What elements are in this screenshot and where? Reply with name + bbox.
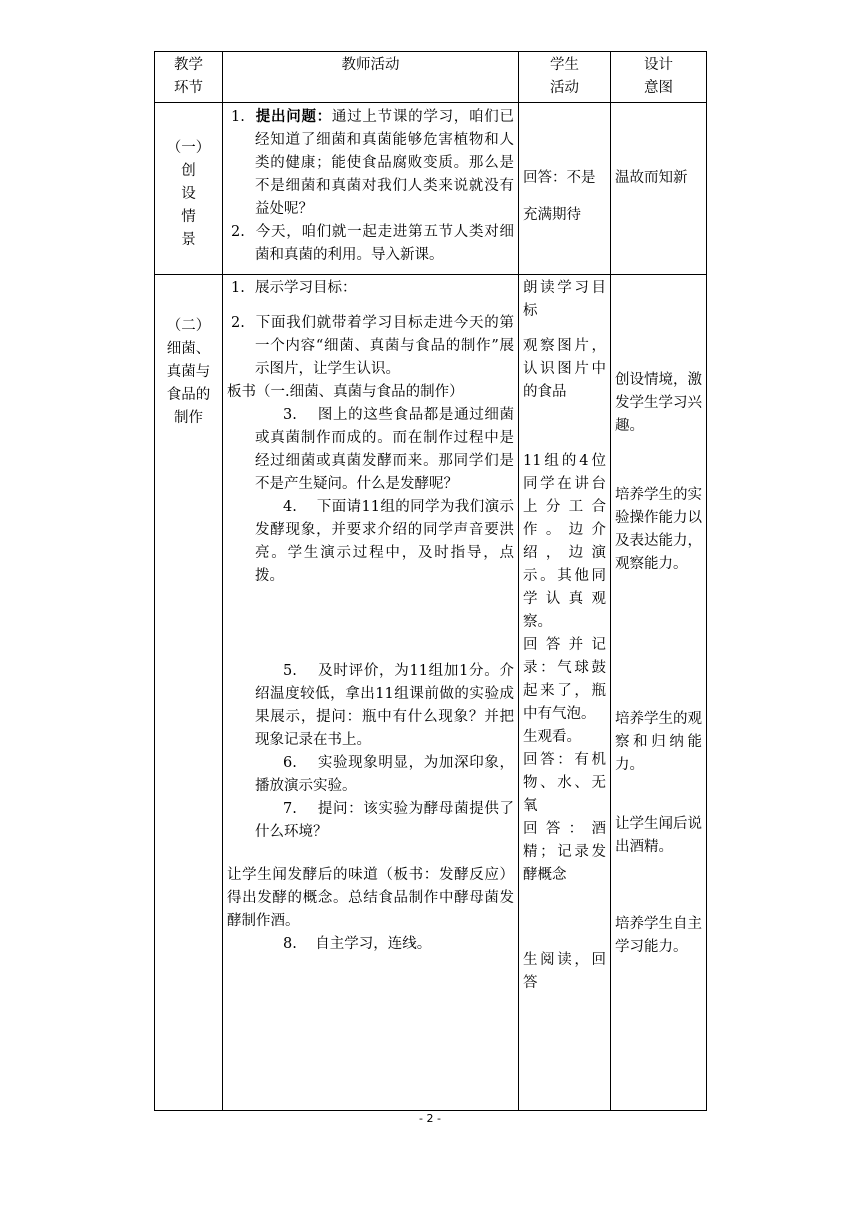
teacher-item: 2. 今天，咱们就一起走进第五节人类对细菌和真菌的利用。导入新课。 [231, 224, 514, 263]
student-activity-cell [519, 275, 611, 1111]
teacher-item: 2. 下面我们就带着学习目标走进今天的第一个内容“细菌、真菌与食品的制作”展示图片，让学生认识。 [231, 315, 514, 377]
intent-text: 让学生闻后说出酒精。 [615, 816, 702, 855]
teacher-item: 5. 及时评价，为11组加1分。介绍温度较低，拿出11组课前做的实验成果展示，提问：瓶中有什么现象？并把现象记录在书上。 [255, 663, 514, 748]
student-answer: 回答：不是 [523, 170, 596, 186]
design-intent-cell [611, 103, 707, 275]
lesson-plan-table [154, 51, 707, 1111]
intent-text: 培养学生的实验操作能力以及表达能力，观察能力。 [615, 487, 702, 572]
teacher-activity-cell [223, 103, 519, 275]
intent-text: 培养学生自主学习能力。 [615, 916, 702, 955]
teacher-item: 1. 提出问题：通过上节课的学习，咱们已经知道了细菌和真菌能够危害植物和人类的健康；能使食品腐败变质。那么是不是细菌和真菌对我们人类来说就没有益处呢？ [231, 108, 515, 217]
teacher-item: 1. 展示学习目标： [231, 280, 357, 296]
table-row [155, 275, 707, 1111]
teacher-item: 6. 实验现象明显，为加深印象，播放演示实验。 [255, 755, 514, 794]
student-activity: 回答：有机物、水、无氧 [523, 752, 606, 814]
board-writing: 板书（一.细菌、真菌与食品的制作） [227, 384, 464, 400]
teacher-item: 4. 下面请11组的同学为我们演示发酵现象，并要求介绍的同学声音要洪亮。学生演示过程中，及时指导，点拨。 [255, 499, 514, 584]
intent-text: 培养学生的观察和归纳能力。 [615, 711, 702, 773]
teacher-activity-cell [223, 275, 519, 1111]
intent-text: 温故而知新 [615, 170, 688, 186]
teacher-summary: 让学生闻发酵后的味道（板书：发酵反应）得出发酵的概念。总结食品制作中酵母菌发酵制作酒。 [227, 867, 514, 929]
student-activity: 回答并记录：气球鼓起来了，瓶中有气泡。 [523, 637, 606, 722]
teacher-item: 3. 图上的这些食品都是通过细菌或真菌制作而成的。而在制作过程中是经过细菌或真菌发酵而来。那同学们是不是产生疑问。什么是发酵呢？ [255, 407, 514, 492]
page-number: - 2 - [419, 1112, 441, 1125]
student-activity: 朗读学习目标 [523, 280, 606, 319]
teacher-item: 8. 自主学习，连线。 [283, 936, 432, 952]
header-teacher-activity: 教师活动 [223, 52, 519, 103]
stage-cell-food-making: （二） 细菌、 真菌与 食品的 制作 [155, 275, 223, 1111]
intent-text: 创设情境，激发学生学习兴趣。 [615, 372, 702, 434]
student-activity: 11组的4位同学在讲台上分工合作。边介绍，边演示。其他同学认真观察。 [523, 453, 606, 630]
student-activity-cell [519, 103, 611, 275]
design-intent-cell [611, 275, 707, 1111]
student-activity: 回答：酒精；记录发酵概念 [523, 821, 606, 883]
student-expectation: 充满期待 [523, 207, 581, 223]
header-student-activity: 学生 活动 [519, 52, 611, 103]
student-activity: 生阅读，回答 [523, 952, 606, 991]
header-teaching-stage: 教学 环节 [155, 52, 223, 103]
table-header-row [155, 52, 707, 103]
student-activity: 生观看。 [523, 729, 581, 745]
student-activity: 观察图片，认识图片中的食品 [523, 338, 606, 400]
header-design-intent: 设计 意图 [611, 52, 707, 103]
table-row [155, 103, 707, 275]
teacher-item: 7. 提问：该实验为酵母菌提供了什么环境？ [255, 801, 514, 840]
stage-cell-create-scenario: （一） 创 设 情 景 [155, 103, 223, 275]
